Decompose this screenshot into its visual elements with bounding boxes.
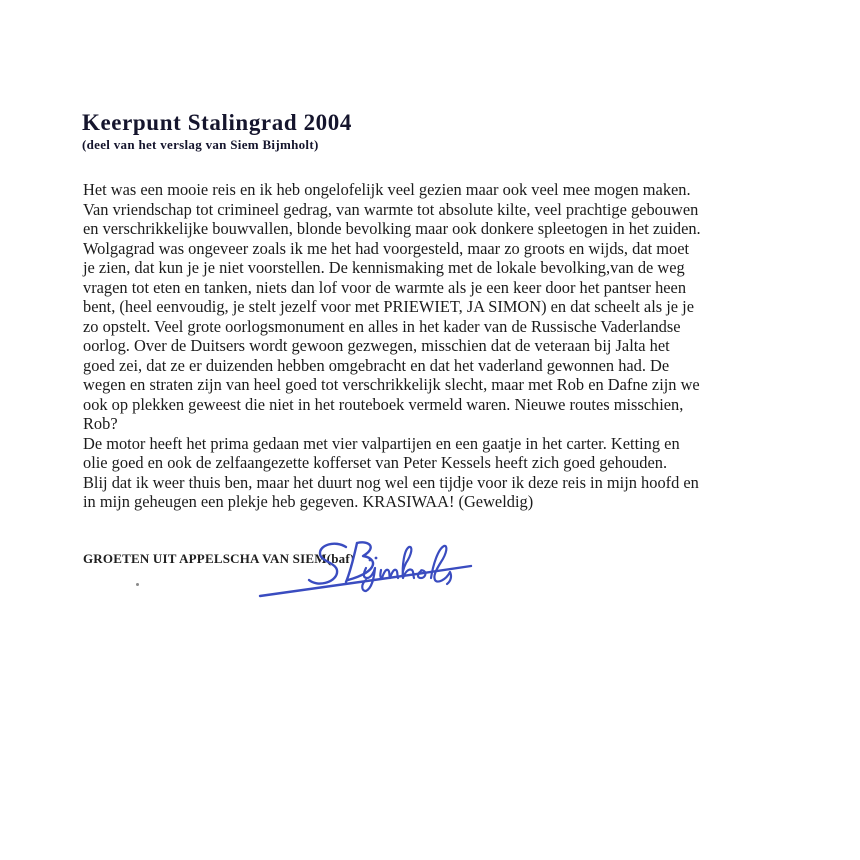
body-line: ook op plekken geweest die niet in het routeboek vermeld waren. Nieuwe routes misschien, <box>83 394 684 414</box>
body-line: wegen en straten zijn van heel goed tot verschrikkelijk slecht, maar met Rob en Dafne zijn we <box>83 375 700 394</box>
body-line: zo opstelt. Veel grote oorlogsmonument en alles in het kader van de Russische Vaderlandse <box>83 316 681 336</box>
signature-stroke <box>403 547 414 578</box>
body-line: Van vriendschap tot crimineel gedrag, van warmte tot absolute kilte, veel prachtige gebouwen <box>83 199 699 219</box>
body-line: je zien, dat kun je je niet voorstellen. De kennismaking met de lokale bevolking,van de weg <box>83 258 685 277</box>
body-line: en verschrikkelijke bouwvallen, blonde bevolking maar ook donkere spleetogen in het zuiden. <box>83 219 701 238</box>
signature-stroke <box>346 542 373 582</box>
signature-dot <box>369 559 372 562</box>
handwritten-signature <box>253 538 478 605</box>
body-line: bent, (heel eenvoudig, je stelt jezelf voor met PRIEWIET, JA SIMON) en dat scheelt als je je <box>83 297 694 316</box>
page-title: Keerpunt Stalingrad 2004 <box>82 110 352 135</box>
body-line: goed zei, dat ze er duizenden hebben omgebracht en dat het vaderland gewonnen had. De <box>83 355 670 375</box>
scan-dot-artifact <box>136 583 139 586</box>
body-line: oorlog. Over de Duitsers wordt gewoon gezwegen, misschien dat de veteraan bij Jalta het <box>83 336 670 355</box>
body-line: vragen tot eten en tanken, niets dan lof voor de warmte als je een keer door het pantser heen <box>83 277 687 297</box>
body-line: De motor heeft het prima gedaan met vier valpartijen en een gaatje in het carter. Ketting en <box>83 433 680 453</box>
body-line: Rob? <box>83 414 118 433</box>
signature-stroke <box>309 544 346 584</box>
signature-stroke <box>431 546 451 584</box>
body-line: in mijn geheugen een plekje heb gegeven. KRASIWAA! (Geweldig) <box>83 492 534 511</box>
body-line: olie goed en ook de zelfaangezette kofferset van Peter Kessels heeft zich goed gehouden. <box>83 453 668 472</box>
body-line: Blij dat ik weer thuis ben, maar het duurt nog wel een tijdje voor ik deze reis in mijn hoofd en <box>83 472 699 492</box>
body-line: Het was een mooie reis en ik heb ongelofelijk veel gezien maar ook veel mee mogen maken. <box>83 180 691 199</box>
signature-dot <box>375 557 378 560</box>
body-line: Wolgagrad was ongeveer zoals ik me het had voorgesteld, maar zo groots en wijds, dat moet <box>83 238 690 258</box>
page-subtitle: (deel van het verslag van Siem Bijmholt) <box>82 137 319 152</box>
body-text <box>83 180 783 512</box>
closing-line: GROETEN UIT APPELSCHA VAN SIEM(baf) <box>83 551 355 566</box>
